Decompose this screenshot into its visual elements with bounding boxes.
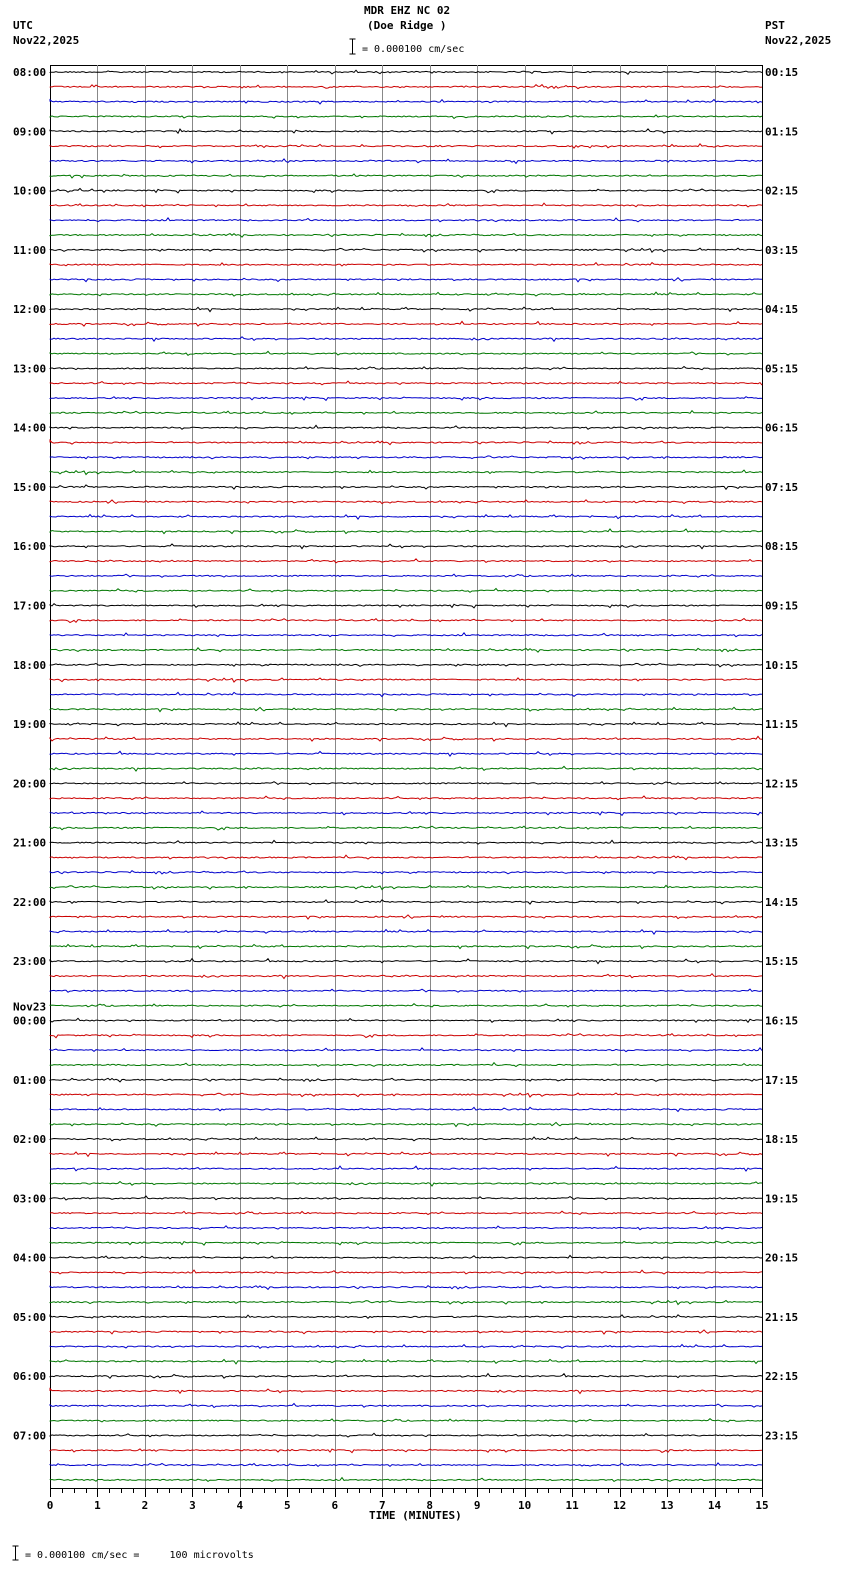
seismic-trace — [50, 1078, 762, 1082]
utc-hour-label: 13:00 — [13, 362, 47, 376]
time-axis — [47, 1488, 769, 1512]
pst-hour-label: 08:15 — [765, 540, 799, 554]
x-tick-label: 1 — [94, 1499, 101, 1512]
seismic-trace — [50, 1301, 762, 1305]
seismic-trace — [50, 707, 762, 711]
seismic-trace — [50, 1004, 762, 1007]
seismic-trace — [50, 440, 762, 444]
utc-hour-label: 09:00 — [13, 125, 47, 139]
seismic-trace — [50, 663, 762, 666]
seismic-trace — [50, 1152, 762, 1156]
utc-date-change-label: Nov23 — [13, 1000, 47, 1014]
seismic-trace — [50, 159, 762, 164]
pst-hour-label: 13:15 — [765, 836, 799, 850]
seismic-trace — [50, 381, 762, 385]
seismic-trace — [50, 321, 762, 326]
pst-hour-label: 23:15 — [765, 1429, 799, 1443]
scale-label: = 0.000100 cm/sec — [362, 44, 465, 55]
seismic-trace — [50, 292, 762, 296]
seismic-trace — [50, 915, 762, 919]
utc-hour-label: 19:00 — [13, 718, 47, 732]
seismic-trace — [50, 233, 762, 237]
utc-hour-label: 08:00 — [13, 66, 47, 79]
seismic-trace — [50, 633, 762, 637]
pst-hour-label: 11:15 — [765, 718, 799, 732]
pst-hour-label: 03:15 — [765, 243, 799, 257]
utc-hour-label: 11:00 — [13, 243, 47, 257]
seismic-trace — [50, 959, 762, 964]
pst-hour-label: 15:15 — [765, 955, 799, 969]
footer-scale-label: = 0.000100 cm/sec = 100 microvolts — [25, 1550, 254, 1561]
x-tick-label: 9 — [473, 1499, 481, 1512]
seismic-trace — [50, 722, 762, 727]
seismic-trace — [50, 648, 762, 652]
pst-hour-label: 09:15 — [765, 599, 799, 613]
seismic-trace — [50, 189, 762, 193]
utc-zone-label: UTC — [13, 19, 33, 32]
seismic-trace — [50, 203, 762, 207]
utc-hour-label: 01:00 — [13, 1073, 47, 1087]
seismic-trace — [50, 367, 762, 370]
seismic-trace — [50, 218, 762, 222]
pst-hour-label: 18:15 — [765, 1133, 799, 1147]
seismic-trace — [50, 144, 762, 148]
seismic-trace — [50, 1255, 762, 1259]
seismic-trace — [50, 1433, 762, 1437]
utc-hour-label: 23:00 — [13, 955, 47, 969]
time-gridlines — [51, 65, 763, 1489]
seismic-trace — [50, 1330, 762, 1334]
seismic-trace — [50, 411, 762, 415]
utc-hour-label: 05:00 — [13, 1310, 47, 1324]
pst-hour-label: 19:15 — [765, 1192, 799, 1206]
seismic-trace — [50, 278, 762, 282]
seismic-trace — [50, 425, 762, 429]
seismic-trace — [50, 796, 762, 800]
utc-hour-label: 06:00 — [13, 1370, 47, 1384]
seismic-trace — [50, 1286, 762, 1290]
seismic-trace — [50, 900, 762, 904]
x-tick-label: 15 — [755, 1499, 769, 1512]
seismic-trace — [50, 1166, 762, 1171]
seismic-trace — [50, 544, 762, 549]
seismic-trace — [50, 263, 762, 266]
x-tick-label: 4 — [236, 1499, 244, 1512]
x-tick-label: 7 — [378, 1499, 386, 1512]
footer-scale-bar-icon — [13, 1546, 19, 1560]
seismic-trace — [50, 1449, 762, 1453]
seismic-trace — [50, 930, 762, 935]
seismic-trace — [50, 1063, 762, 1067]
pst-hour-label: 05:15 — [765, 362, 799, 376]
seismic-trace — [50, 1419, 762, 1422]
utc-hour-label: 10:00 — [13, 184, 47, 198]
seismic-trace — [50, 1018, 762, 1022]
pst-hour-label: 20:15 — [765, 1251, 799, 1265]
utc-date-label: Nov22,2025 — [13, 34, 80, 47]
seismic-trace — [50, 397, 762, 401]
x-tick-label: 14 — [707, 1499, 722, 1512]
seismic-trace — [50, 470, 762, 474]
seismic-trace — [50, 1404, 762, 1408]
seismic-trace — [50, 1107, 762, 1111]
seismic-trace — [50, 678, 762, 682]
seismic-trace — [50, 751, 762, 756]
seismic-trace — [50, 1196, 762, 1200]
seismic-trace — [50, 589, 762, 593]
pst-hour-label: 22:15 — [765, 1370, 799, 1384]
seismic-trace — [50, 100, 762, 105]
pst-hour-label: 00:15 — [765, 66, 799, 79]
seismic-trace — [50, 619, 762, 623]
pst-hour-label: 16:15 — [765, 1014, 799, 1028]
seismic-trace — [50, 974, 762, 979]
utc-hour-label: 16:00 — [13, 540, 47, 554]
seismic-trace — [50, 871, 762, 874]
x-tick-label: 8 — [426, 1499, 434, 1512]
seismic-trace — [50, 1048, 762, 1052]
seismic-trace — [50, 989, 762, 992]
seismic-trace — [50, 604, 762, 608]
seismic-trace — [50, 115, 762, 119]
pst-hour-label: 01:15 — [765, 125, 799, 139]
seismic-trace — [50, 574, 762, 577]
x-tick-label: 10 — [518, 1499, 532, 1512]
utc-hour-label: 15:00 — [13, 480, 47, 494]
seismic-trace — [50, 1226, 762, 1230]
seismic-trace — [50, 736, 762, 741]
x-tick-label: 12 — [612, 1499, 627, 1512]
pst-hour-label: 12:15 — [765, 777, 799, 791]
seismic-trace — [50, 840, 762, 844]
seismic-trace — [50, 456, 762, 460]
seismic-trace — [50, 485, 762, 489]
seismic-trace — [50, 826, 762, 830]
seismic-trace — [50, 1211, 762, 1214]
scale-bar-icon — [350, 39, 356, 54]
seismic-trace — [50, 515, 762, 520]
x-tick-label: 6 — [331, 1499, 339, 1512]
pst-hour-label: 06:15 — [765, 421, 799, 435]
station-name: (Doe Ridge ) — [367, 19, 447, 32]
seismic-trace — [50, 1389, 762, 1394]
seismic-trace — [50, 500, 762, 504]
utc-hour-label: 17:00 — [13, 599, 47, 613]
seismic-trace — [50, 70, 762, 74]
pst-hour-label: 02:15 — [765, 184, 799, 198]
seismic-trace — [50, 782, 762, 785]
seismic-trace — [50, 885, 762, 889]
seismic-trace — [50, 1374, 762, 1379]
utc-hour-label: 02:00 — [13, 1133, 47, 1147]
pst-zone-label: PST — [765, 19, 785, 32]
x-tick-label: 5 — [284, 1499, 291, 1512]
x-tick-label: 13 — [660, 1499, 674, 1512]
seismic-trace — [50, 129, 762, 134]
pst-hour-label: 07:15 — [765, 480, 799, 494]
pst-hour-label: 21:15 — [765, 1310, 799, 1324]
utc-hour-label: 03:00 — [13, 1192, 47, 1206]
seismic-trace — [50, 307, 762, 311]
seismic-trace — [50, 337, 762, 342]
seismic-trace — [50, 692, 762, 696]
utc-hour-label: 21:00 — [13, 836, 47, 850]
seismic-trace — [50, 559, 762, 563]
utc-hour-label: 20:00 — [13, 777, 47, 791]
seismic-trace — [50, 1478, 762, 1482]
pst-hour-label: 14:15 — [765, 895, 799, 909]
seismic-trace — [50, 1315, 762, 1319]
seismic-trace — [50, 85, 762, 89]
seismic-trace — [50, 1270, 762, 1274]
seismic-trace — [50, 1182, 762, 1187]
seismic-trace — [50, 1034, 762, 1038]
station-line: MDR EHZ NC 02 — [364, 4, 451, 17]
pst-hour-label: 17:15 — [765, 1073, 799, 1087]
pst-hour-label: 04:15 — [765, 303, 799, 317]
seismic-trace — [50, 945, 762, 949]
seismic-trace — [50, 1345, 762, 1349]
seismic-trace — [50, 1137, 762, 1141]
seismic-trace — [50, 248, 762, 252]
x-tick-label: 2 — [141, 1499, 149, 1512]
pst-date-label: Nov22,2025 — [765, 34, 832, 47]
seismic-traces — [50, 70, 762, 1481]
seismic-trace — [50, 1241, 762, 1245]
seismic-trace — [50, 1122, 762, 1126]
seismic-trace — [50, 529, 762, 534]
seismic-trace — [50, 1359, 762, 1364]
utc-hour-label: 00:00 — [13, 1014, 47, 1028]
x-tick-label: 3 — [189, 1499, 196, 1512]
utc-hour-label: 12:00 — [13, 303, 47, 317]
utc-hour-label: 07:00 — [13, 1429, 47, 1443]
seismic-trace — [50, 811, 762, 815]
utc-hour-label: 22:00 — [13, 895, 47, 909]
utc-hour-label: 14:00 — [13, 421, 47, 435]
seismic-trace — [50, 351, 762, 355]
seismic-trace — [50, 766, 762, 771]
utc-hour-label: 18:00 — [13, 658, 47, 672]
x-axis-label: TIME (MINUTES) — [369, 1509, 462, 1522]
x-tick-label: 11 — [565, 1499, 579, 1512]
seismic-trace — [50, 1093, 762, 1097]
seismic-trace — [50, 855, 762, 859]
seismic-trace — [50, 174, 762, 178]
pst-hour-label: 10:15 — [765, 658, 799, 672]
seismic-trace — [50, 1463, 762, 1467]
utc-hour-label: 04:00 — [13, 1251, 47, 1265]
x-tick-label: 0 — [46, 1499, 54, 1512]
